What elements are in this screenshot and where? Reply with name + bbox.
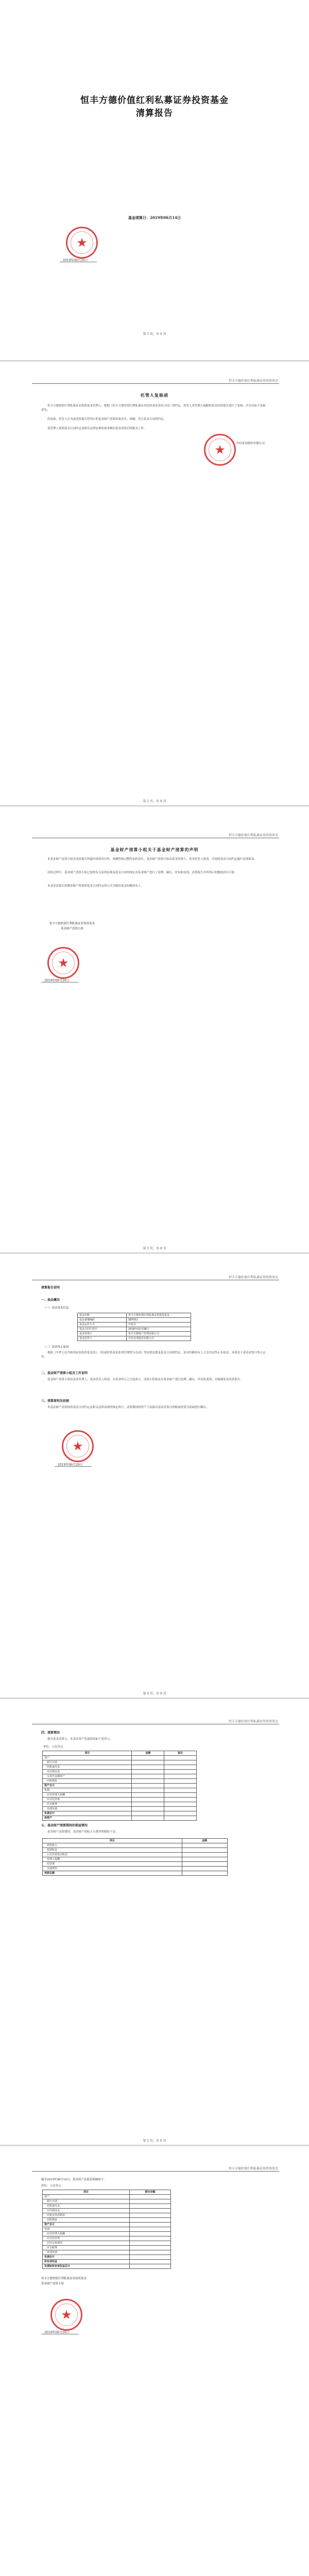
team-signature-line1: 恒丰方德价值红利私募证券投资基金: [41, 2277, 87, 2280]
table-row: [43, 1756, 197, 1760]
table-row: [43, 2190, 171, 2195]
page4-stamp-date: 2019年06月20日: [58, 1463, 83, 1467]
table-cell: [129, 2199, 170, 2204]
table-intro: 截至2019年06月14日，基金资产负债表明细如下：: [41, 2178, 107, 2181]
table-cell: 银行存款: [43, 2199, 130, 2204]
header-rule: [32, 2171, 279, 2172]
table-cell: 其他负债: [43, 2250, 130, 2255]
table-cell: 结算备付金: [43, 1765, 132, 1770]
table-cell: [132, 1770, 164, 1774]
final-stamp-date: 2019年06月20日: [44, 2331, 70, 2334]
table-cell: 应收利息: [43, 1779, 132, 1784]
team-stamp-date: 2019年06月20日: [44, 979, 70, 982]
table-cell: [129, 2246, 170, 2250]
table-row: [43, 1760, 197, 1765]
table-cell: 所有者权益: [43, 2260, 130, 2264]
table-row: [43, 1774, 197, 1779]
page-5-liquidation-status: [0, 1699, 309, 2145]
table-row: [78, 1313, 191, 1318]
page-number: 第 4 页，共 8 页: [143, 1692, 166, 1696]
table-cell: [129, 2218, 170, 2223]
table-cell: 项目: [43, 2190, 130, 2195]
table-cell: 基金运作方式: [78, 1323, 127, 1327]
table-cell: [132, 1816, 164, 1821]
table-cell: [132, 1793, 164, 1798]
seal-star-icon: ★: [214, 443, 226, 457]
table-row: [43, 2204, 171, 2209]
table-cell: [132, 1807, 164, 1811]
table-cell: 期末余额: [129, 2190, 170, 2195]
paragraph: 截至基金清算日，本基金资产负债情况如下表所示。: [47, 1738, 113, 1741]
table-cell: 应付管理人报酬: [43, 2232, 130, 2236]
table-cell: [132, 1779, 164, 1784]
cover-title-line2: 清算报告: [136, 108, 173, 118]
table-row: [43, 1862, 228, 1867]
table-cell: [182, 1853, 228, 1857]
subsection-heading: （二）基金终止原因: [43, 1346, 69, 1349]
table-cell: 基金备案编码: [78, 1318, 127, 1323]
table-row: [43, 1811, 197, 1816]
basic-info-table: [77, 1313, 191, 1341]
subsection-heading: （一）基金基本信息: [43, 1307, 69, 1310]
table-row: [43, 1770, 197, 1774]
table-row: [43, 1779, 197, 1784]
table-cell: [129, 2236, 170, 2241]
table-row: [43, 1867, 228, 1871]
table-cell: [164, 1784, 197, 1788]
table-cell: 项目: [43, 1751, 132, 1756]
table-cell: 项目: [43, 1839, 182, 1843]
table-cell: [164, 1760, 197, 1765]
running-header: 恒丰方德价值红利私募证券投资基金: [228, 379, 278, 383]
table-cell: 存出保证金: [43, 1770, 132, 1774]
table-row: [43, 2250, 171, 2255]
table-row: [43, 1871, 228, 1876]
paragraph: 恒丰方德价值红利私募证券投资基金管理人：根据《恒丰方德价值红利私募证券投资基金基金合同》的约定，托管人对管理人编制的基金清算报告进行了复核，并出具如下复核意见。: [41, 404, 266, 412]
table-cell: [182, 1862, 228, 1867]
table-cell: 应收证券清算款: [43, 2213, 130, 2218]
paragraph: 根据《中华人民共和国证券投资基金法》、《私募投资基金监督管理暂行办法》等法律法规及基金合同的约定，基金份额持有人大会决议终止本基金，本基金于基金清算日终止运作。: [41, 1351, 266, 1359]
table-cell: 负债：: [43, 2227, 130, 2232]
table-cell: 负债和所有者权益总计: [43, 2264, 130, 2269]
table-cell: 投资收益: [43, 1848, 182, 1853]
table-cell: 利润总额: [43, 1871, 182, 1876]
table-cell: [129, 2209, 170, 2213]
table-cell: [164, 1774, 197, 1779]
table-cell: [132, 1784, 164, 1788]
table-cell: 其他费用: [43, 1867, 182, 1871]
seal-star-icon: ★: [58, 956, 69, 970]
paragraph: 清算过程中，基金财产清算小组已按照有关法律法规及基金合同的规定对基金财产进行了清理、确认、评估和变现，清算报告中所列示的数据真实可靠。: [47, 871, 237, 874]
table-cell: [129, 2227, 170, 2232]
profit-loss-table: [42, 1838, 228, 1876]
table-cell: [164, 1807, 197, 1811]
table-row: [43, 1816, 197, 1821]
table-cell: [164, 1816, 197, 1821]
table-row: [43, 2264, 171, 2269]
table-cell: 资产总计: [43, 2223, 130, 2227]
table-row: [43, 2232, 171, 2236]
section-heading: 四、清算情况: [41, 1731, 60, 1735]
table-cell: [132, 1802, 164, 1807]
section-heading: 五、基金财产清算期间的损益情况: [41, 1824, 88, 1827]
table-cell: [129, 2260, 170, 2264]
table-cell: [132, 1788, 164, 1793]
cover-stamp-date: 2019年06月20日: [63, 259, 88, 262]
paragraph: 经复核，托管人认为该清算报告所列示的基金财产清算结果真实、准确，符合基金合同的约定。: [47, 418, 167, 421]
table-row: [43, 1788, 197, 1793]
table-cell: 基金名称: [78, 1313, 127, 1318]
team-signature-line2: 基金财产清算小组: [60, 927, 83, 930]
company-seal: [50, 2299, 82, 2331]
table-cell: 应付托管费: [43, 2236, 130, 2241]
running-header: 恒丰方德价值红利私募证券投资基金: [228, 834, 278, 837]
seal-star-icon: ★: [61, 2308, 72, 2322]
liquidation-date: 基金清算日：2019年06月14日: [128, 215, 181, 220]
table-cell: [132, 1760, 164, 1765]
paragraph: 基金财产清算小组由基金管理人、基金托管人组成，自基金终止之日起成立。清算小组依法对基金财产进行清理、确认、评估和变现，并编制基金清算报告。: [47, 1378, 243, 1381]
running-header: 恒丰方德价值红利私募证券投资基金: [228, 1720, 278, 1723]
table-cell: [182, 1857, 228, 1862]
table-cell: 应付托管费: [43, 1798, 132, 1802]
table-row: [43, 1784, 197, 1788]
company-seal: [47, 947, 79, 979]
seal-star-icon: ★: [72, 1439, 83, 1453]
table-row: [43, 1751, 197, 1756]
team-signature-line2: 基金财产清算小组: [41, 2282, 64, 2285]
table-cell: 其他负债: [43, 1807, 132, 1811]
table-row: [43, 2255, 171, 2260]
table-row: [78, 1323, 191, 1327]
table-cell: [129, 2255, 170, 2260]
table-row: [78, 1327, 191, 1332]
custodian-signature: 中信证券股份有限公司: [236, 442, 265, 445]
page-number: 第 1 页，共 8 页: [143, 332, 166, 336]
table-row: [43, 2195, 171, 2199]
table-cell: [129, 2241, 170, 2246]
header-rule: [32, 383, 279, 384]
table-row: [43, 1793, 197, 1798]
company-seal: [62, 1430, 94, 1462]
table-cell: 恒丰方德资产管理有限公司: [127, 1332, 191, 1336]
table-cell: [164, 1765, 197, 1770]
table-row: [43, 1853, 228, 1857]
table-cell: 应付交易费用: [43, 2241, 130, 2246]
section-title: 托管人复核函: [141, 393, 168, 398]
table-row: [43, 1848, 228, 1853]
table-cell: [182, 1871, 228, 1876]
table-row: [43, 2227, 171, 2232]
table-cell: 银行存款: [43, 1760, 132, 1765]
table-cell: [129, 2264, 170, 2269]
table-row: [43, 1857, 228, 1862]
section-heading: 三、清算原则及依据: [41, 1399, 70, 1403]
table-cell: 托管费: [43, 1862, 182, 1867]
table-cell: 基金托管人: [78, 1336, 127, 1341]
table-cell: 利息收入: [43, 1843, 182, 1848]
paragraph: 本基金财产清算按照基金合同约定及相关法律法规的规定执行，清算期间的资产与负债以基金清算日的账面价值为基础进行确认。: [47, 1406, 209, 1409]
table-row: [43, 1843, 228, 1848]
table-row: [43, 2236, 171, 2241]
table-cell: 资产：: [43, 2195, 130, 2199]
table-row: [43, 2218, 171, 2223]
table-cell: [132, 1811, 164, 1816]
table-row: [43, 2260, 171, 2264]
table-cell: [132, 1756, 164, 1760]
page-2-custodian-review: [0, 362, 309, 806]
table-cell: 中信证券股份有限公司: [127, 1336, 191, 1341]
table-cell: [129, 2250, 170, 2255]
table-cell: 恒丰方德价值红利私募证券投资基金: [127, 1313, 191, 1318]
table-cell: 应交税费: [43, 2246, 130, 2250]
table-row: [43, 2223, 171, 2227]
table-cell: [182, 1848, 228, 1853]
table-row: [43, 1839, 228, 1843]
table-cell: 开放式: [127, 1323, 191, 1327]
table-cell: [164, 1770, 197, 1774]
table-cell: [164, 1793, 197, 1798]
table-cell: [132, 1765, 164, 1770]
table-row: [43, 2241, 171, 2246]
table-cell: 存出保证金: [43, 2209, 130, 2213]
table-row: [43, 2199, 171, 2204]
table-cell: [132, 1774, 164, 1779]
paragraph: 基金财产清算期间，基金财产的收入与费用明细如下表。: [47, 1831, 118, 1834]
table-row: [43, 1798, 197, 1802]
paragraph: 请管理人按照基金合同约定及相关法律法规的要求做好基金清算后续相关工作。: [47, 427, 147, 430]
table-cell: 资产合计: [43, 1784, 132, 1788]
table-row: [43, 1802, 197, 1807]
table-cell: 负债合计: [43, 1811, 132, 1816]
table-caption: 单位：人民币元: [41, 2184, 61, 2188]
page-number: 第 5 页，共 8 页: [143, 2139, 166, 2143]
page-number: 第 3 页，共 8 页: [143, 1247, 166, 1250]
table-cell: 金额: [132, 1751, 164, 1756]
section-heading: 清算报告说明: [41, 1286, 60, 1290]
table-cell: 净资产: [43, 1816, 132, 1821]
paragraph: 本基金清算后的剩余财产将按照基金合同约定的方式分配给基金份额持有人。: [47, 885, 144, 888]
page-3-team-statement: [0, 807, 309, 1253]
table-cell: 管理人报酬: [43, 1857, 182, 1862]
table-cell: 应收利息: [43, 2218, 130, 2223]
table-cell: 负债：: [43, 1788, 132, 1793]
table-cell: [182, 1843, 228, 1848]
final-balance-table: [42, 2190, 171, 2269]
balance-table: [42, 1751, 197, 1821]
table-cell: [164, 1788, 197, 1793]
table-cell: [129, 2195, 170, 2199]
section-heading: 二、基金财产清算小组及工作说明: [41, 1371, 88, 1375]
table-row: [78, 1332, 191, 1336]
cover-title-line1: 恒丰方德价值红利私募证券投资基金: [80, 95, 229, 106]
page-number: 第 2 页，共 8 页: [143, 800, 166, 803]
table-row: [43, 2246, 171, 2250]
table-row: [43, 2213, 171, 2218]
table-cell: 金额: [182, 1839, 228, 1843]
table-row: [43, 1765, 197, 1770]
custodian-seal: [204, 434, 236, 466]
table-row: [43, 2209, 171, 2213]
table-cell: [164, 1756, 197, 1760]
table-cell: 基金管理人: [78, 1332, 127, 1336]
table-cell: [132, 1798, 164, 1802]
seal-star-icon: ★: [76, 235, 88, 250]
company-seal: [66, 227, 98, 259]
table-cell: SEF052: [127, 1318, 191, 1323]
table-cell: [164, 1802, 197, 1807]
page-1-cover: [0, 0, 309, 361]
table-cell: [164, 1779, 197, 1784]
page-4-overview: [0, 1254, 309, 1698]
team-signature-line1: 恒丰方德价值红利私募证券投资基金: [49, 922, 95, 925]
table-caption: 单位：人民币元: [43, 1745, 63, 1749]
table-row: [78, 1318, 191, 1323]
table-row: [78, 1336, 191, 1341]
running-header: 恒丰方德价值红利私募证券投资基金: [228, 1276, 278, 1279]
table-cell: [129, 2204, 170, 2209]
paragraph: 本基金财产清算小组对清算报告所载内容的真实性、准确性和完整性承担责任，基金财产清算小组由基金管理人、基金托管人组成，并按照基金合同约定履行清算职责。: [47, 858, 258, 861]
running-header: 恒丰方德价值红利私募证券投资基金: [228, 2167, 278, 2171]
page-6-balance-sheet: [0, 2146, 309, 2576]
table-cell: 基金合同生效日: [78, 1327, 127, 1332]
section-title: 基金财产清算小组关于基金财产清算的声明: [110, 847, 199, 852]
table-cell: 资产：: [43, 1756, 132, 1760]
table-cell: 2018年02月08日: [127, 1327, 191, 1332]
table-cell: [182, 1867, 228, 1871]
table-cell: [164, 1798, 197, 1802]
table-row: [43, 1807, 197, 1811]
table-cell: [129, 2213, 170, 2218]
table-cell: 交易性金融资产: [43, 1774, 132, 1779]
table-cell: 应付管理人报酬: [43, 1793, 132, 1798]
table-cell: 结算备付金: [43, 2204, 130, 2209]
table-cell: [129, 2223, 170, 2227]
table-cell: 负债合计: [43, 2255, 130, 2260]
table-cell: [129, 2232, 170, 2236]
section-heading: 一、基金概况: [41, 1298, 60, 1302]
table-cell: 应交税费: [43, 1802, 132, 1807]
table-cell: 备注: [164, 1751, 197, 1756]
table-cell: 公允价值变动收益: [43, 1853, 182, 1857]
table-cell: [164, 1811, 197, 1816]
